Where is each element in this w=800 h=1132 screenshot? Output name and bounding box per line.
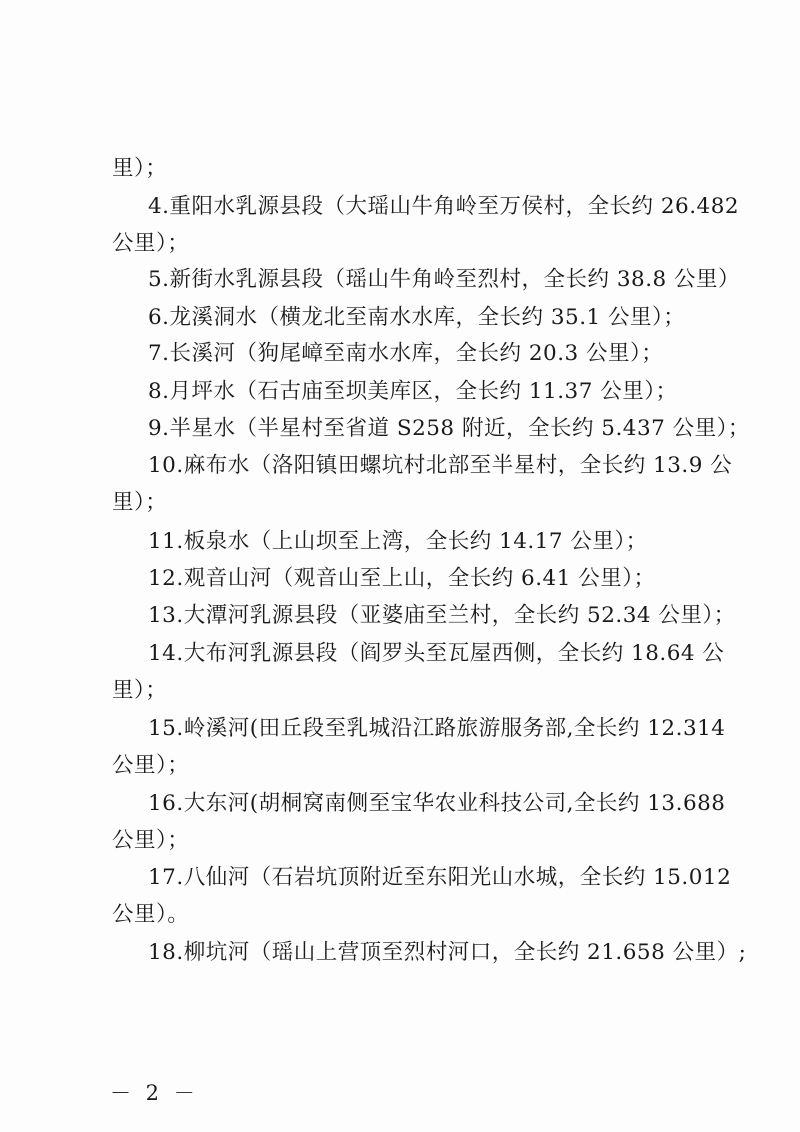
page-number: － 2 － [110,1081,199,1105]
list-item-13: 13.大潭河乳源县段（亚婆庙至兰村，全长约 52.34 公里）； [148,603,736,628]
list-item-12: 12.观音山河（观音山至上山，全长约 6.41 公里）； [148,566,656,591]
list-item-10: 10.麻布水（洛阳镇田螺坑村北部至半星村，全长约 13.9 公 [148,453,733,478]
list-item-18: 18.柳坑河（瑶山上营顶至烈村河口，全长约 21.658 公里）; [148,940,747,965]
list-item-14: 14.大布河乳源县段（阎罗头至瓦屋西侧，全长约 18.64 公 [148,641,725,666]
list-item-11: 11.板泉水（上山坝至上湾，全长约 14.17 公里）； [148,529,648,554]
list-item-17: 17.八仙河（石岩坑顶附近至东阳光山水城，全长约 15.012 [148,865,732,890]
list-item-9: 9.半星水（半星村至省道 S258 附近，全长约 5.437 公里）； [148,416,750,441]
list-item-15: 15.岭溪河(田丘段至乳城沿江路旅游服务部,全长约 12.314 [148,716,726,741]
text-line: 里）； [112,490,168,515]
list-item-8: 8.月坪水（石古庙至坝美库区，全长约 11.37 公里）； [148,379,678,404]
text-line: 公里）； [112,753,190,778]
text-line: 公里）。 [112,902,190,927]
text-line: 里）； [112,678,168,703]
text-line: 里）； [112,156,168,181]
list-item-5: 5.新街水乳源县段（瑶山牛角岭至烈村，全长约 38.8 公里） [148,267,741,292]
list-item-4: 4.重阳水乳源县段（大瑶山牛角岭至万侯村，全长约 26.482 [148,194,740,219]
text-line: 公里）； [112,231,190,256]
list-item-6: 6.龙溪洞水（横龙北至南水水库，全长约 35.1 公里）； [148,305,686,330]
list-item-16: 16.大东河(胡桐窝南侧至宝华农业科技公司,全长约 13.688 [148,791,726,816]
text-line: 公里）； [112,828,190,853]
list-item-7: 7.长溪河（狗尾嶂至南水水库，全长约 20.3 公里）； [148,341,664,366]
